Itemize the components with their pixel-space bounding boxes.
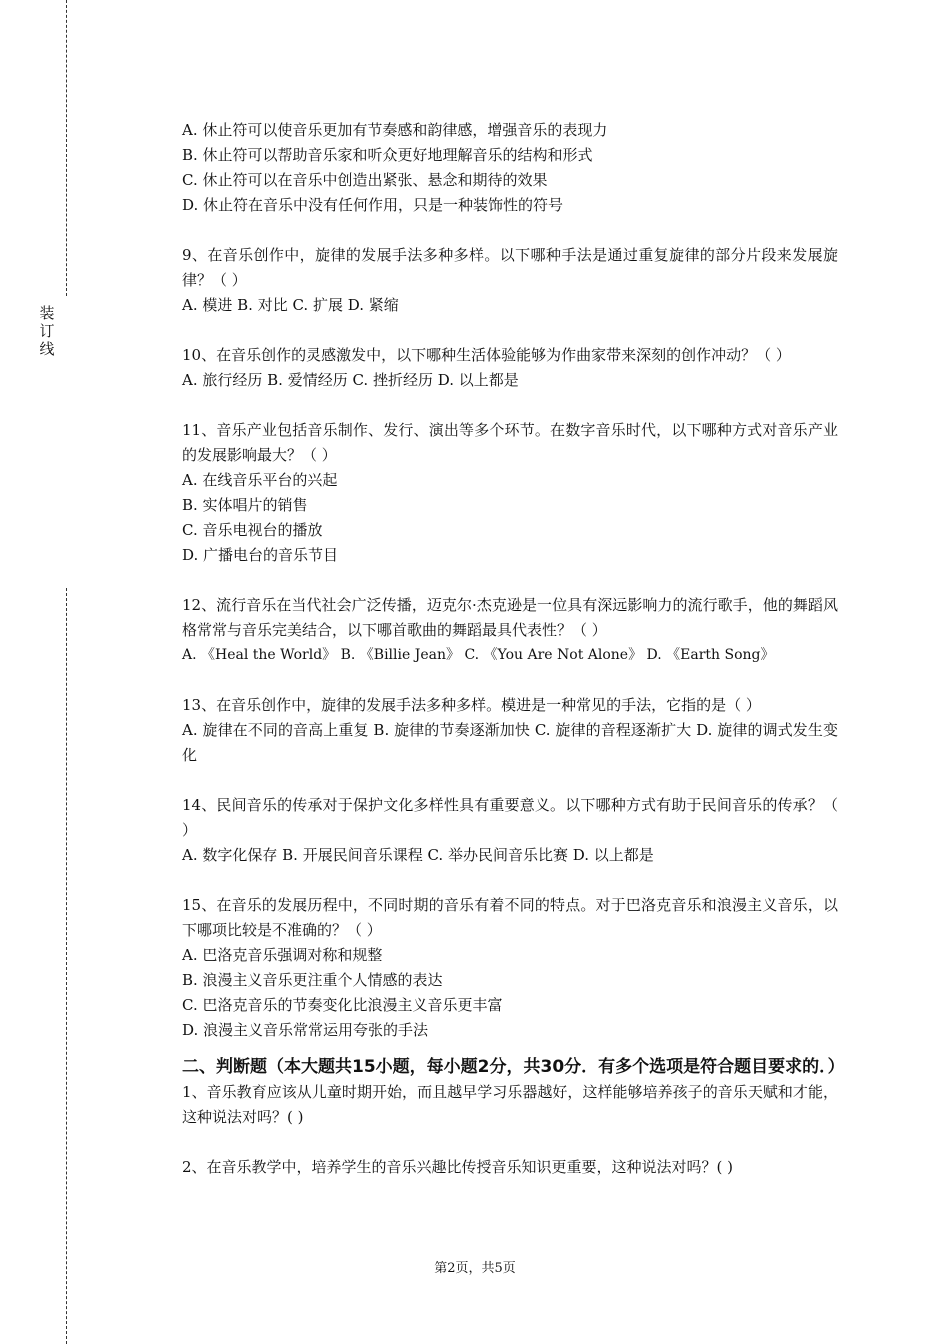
option: B. 实体唱片的销售 (182, 496, 308, 514)
exam-content (182, 118, 845, 1180)
question-15 (182, 893, 838, 1043)
option: B. 休止符可以帮助音乐家和听众更好地理解音乐的结构和形式 (182, 146, 593, 164)
section-title: 二、判断题（本大题共15小题，每小题2分，共30分．有多个选项是符合题目要求的．） (182, 1057, 845, 1077)
question-stem: 15、在音乐的发展历程中，不同时期的音乐有着不同的特点。对于巴洛克音乐和浪漫主义音乐，以下哪项比较是不准确的？（ ） (182, 896, 838, 939)
option: A. 在线音乐平台的兴起 (182, 471, 338, 489)
question-9 (182, 243, 838, 318)
option: A. 休止符可以使音乐更加有节奏感和韵律感，增强音乐的表现力 (182, 121, 608, 139)
question-10 (182, 343, 838, 393)
binding-label-char: 订 (39, 322, 55, 340)
question-stem: 11、音乐产业包括音乐制作、发行、演出等多个环节。在数字音乐时代，以下哪种方式对音乐产业的发展影响最大？（ ） (182, 421, 838, 464)
question-14 (182, 793, 838, 868)
judgement-question-2: 2、在音乐教学中，培养学生的音乐兴趣比传授音乐知识更重要，这种说法对吗？( ) (182, 1158, 734, 1176)
question-stem: 14、民间音乐的传承对于保护文化多样性具有重要意义。以下哪种方式有助于民间音乐的传承？（ ） (182, 796, 838, 839)
question-options: A. 旋律在不同的音高上重复 B. 旋律的节奏逐渐加快 C. 旋律的音程逐渐扩大 D. 旋律的调式发生变化 (182, 721, 838, 764)
question-stem: 10、在音乐创作的灵感激发中，以下哪种生活体验能够为作曲家带来深刻的创作冲动？（ ） (182, 346, 791, 364)
option: D. 广播电台的音乐节目 (182, 546, 339, 564)
question-options: A. 数字化保存 B. 开展民间音乐课程 C. 举办民间音乐比赛 D. 以上都是 (182, 846, 654, 864)
binding-label (38, 304, 56, 358)
option: A. 巴洛克音乐强调对称和规整 (182, 946, 383, 964)
question-options: A. 旅行经历 B. 爱情经历 C. 挫折经历 D. 以上都是 (182, 371, 519, 389)
question-12 (182, 593, 838, 668)
question-options: A. 《Heal the World》 B. 《Billie Jean》 C. 《You Are Not Alone》 D. 《Earth Song》 (182, 647, 775, 663)
question-stem: 9、在音乐创作中，旋律的发展手法多种多样。以下哪种手法是通过重复旋律的部分片段来发展旋律？（ ） (182, 246, 838, 289)
binding-line-bottom (66, 588, 67, 1344)
judgement-question-1: 1、音乐教育应该从儿童时期开始，而且越早学习乐器越好，这样能够培养孩子的音乐天赋和才能，这种说法对吗？( ) (182, 1083, 838, 1126)
option: B. 浪漫主义音乐更注重个人情感的表达 (182, 971, 443, 989)
question-11 (182, 418, 838, 568)
option: C. 巴洛克音乐的节奏变化比浪漫主义音乐更丰富 (182, 996, 503, 1014)
section-2 (182, 1055, 845, 1180)
option: D. 浪漫主义音乐常常运用夸张的手法 (182, 1021, 429, 1039)
option: D. 休止符在音乐中没有任何作用，只是一种装饰性的符号 (182, 196, 564, 214)
question-stem: 12、流行音乐在当代社会广泛传播，迈克尔·杰克逊是一位具有深远影响力的流行歌手，他的舞蹈风格常常与音乐完美结合，以下哪首歌曲的舞蹈最具代表性？（ ） (182, 596, 838, 639)
option: C. 音乐电视台的播放 (182, 521, 323, 539)
question-stem: 13、在音乐创作中，旋律的发展手法多种多样。模进是一种常见的手法，它指的是（ ） (182, 696, 761, 714)
question-8-options (182, 118, 838, 218)
question-options: A. 模进 B. 对比 C. 扩展 D. 紧缩 (182, 296, 399, 314)
binding-label-char: 线 (39, 340, 55, 358)
question-13 (182, 693, 838, 768)
binding-label-char: 装 (39, 304, 55, 322)
option: C. 休止符可以在音乐中创造出紧张、悬念和期待的效果 (182, 171, 548, 189)
page-number: 第2页，共5页 (434, 1261, 516, 1276)
binding-line-top (66, 0, 67, 296)
